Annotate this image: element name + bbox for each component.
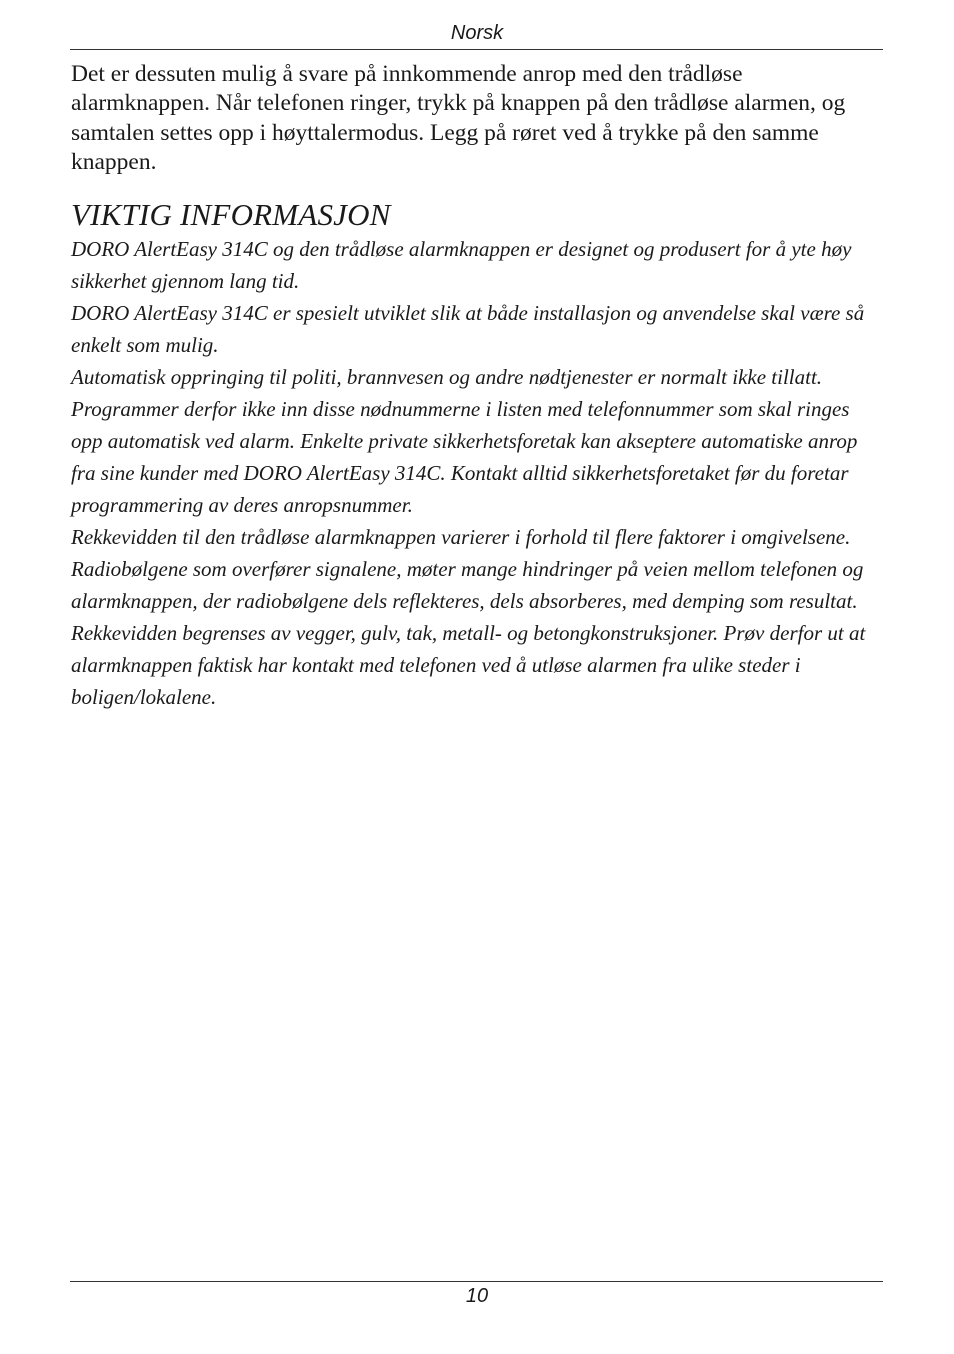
footer-divider — [70, 1281, 883, 1282]
header-divider — [70, 49, 883, 50]
info-paragraph: Automatisk oppringing til politi, brannvesen og andre nødtjenester er normalt ikke tillatt. Programmer derfor ikke inn disse nødnummerne i listen med telefonnummer som skal ringes opp automatisk ved alarm. Enkelte private sikkerhetsforetak kan akseptere automatiske anrop fra sine kunder med DORO AlertEasy 314C. Kontakt alltid sikkerhetsforetaket før du foretar programmering av deres anropsnummer. — [71, 365, 858, 518]
section-heading-important-info: VIKTIG INFORMASJON — [71, 197, 391, 233]
page-content — [71, 60, 883, 713]
page-number: 10 — [465, 1285, 489, 1307]
page-header-language: Norsk — [450, 22, 504, 44]
info-paragraph: DORO AlertEasy 314C er spesielt utviklet slik at både installasjon og anvendelse skal være så enkelt som mulig. — [71, 301, 865, 358]
intro-paragraph: Det er dessuten mulig å svare på innkommende anrop med den trådløse alarmknappen. Når telefonen ringer, trykk på knappen på den trådløse alarmen, og samtalen settes opp i høyttalermodus. Legg på røret ved å trykke på den samme knappen. — [71, 61, 846, 175]
info-paragraph: DORO AlertEasy 314C og den trådløse alarmknappen er designet og produsert for å yte høy sikkerhet gjennom lang tid. — [71, 237, 852, 294]
info-paragraph: Rekkevidden til den trådløse alarmknappen varierer i forhold til flere faktorer i omgivelsene. Radiobølgene som overfører signalene, møter mange hindringer på veien mellom telefonen og alarmknappen, der radiobølgene dels reflekteres, dels absorberes, med demping som resultat. Rekkevidden begrenses av vegger, gulv, tak, metall- og betongkonstruksjoner. Prøv derfor ut at alarmknappen faktisk har kontakt med telefonen ved å utløse alarmen fra ulike steder i boligen/lokalene. — [71, 525, 866, 710]
